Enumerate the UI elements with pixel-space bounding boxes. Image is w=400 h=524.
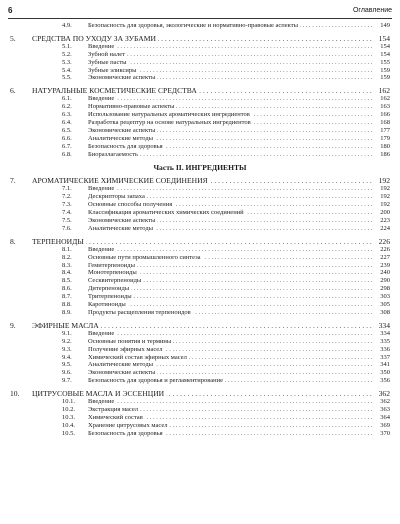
toc-entry-number: 7.3.	[62, 201, 72, 209]
toc-section-entry	[10, 262, 390, 270]
toc-entry-number: 9.7.	[62, 377, 72, 385]
toc-entry-title	[88, 119, 374, 127]
toc-section-entry	[10, 354, 390, 362]
toc-group-part-two	[10, 176, 390, 437]
toc-section-entry	[10, 369, 390, 377]
toc-section-entry	[10, 43, 390, 51]
toc-entry-page: 177	[380, 126, 390, 134]
toc-section-entry	[10, 398, 390, 406]
toc-entry-title-text: Экономические аспекты	[88, 369, 156, 377]
toc-entry-title-text: Сесквитерпеноиды	[88, 277, 142, 285]
toc-entry-title	[88, 151, 374, 159]
toc-section-entry	[10, 119, 390, 127]
page-number: 6	[8, 6, 13, 15]
toc-entry-page: 363	[380, 405, 390, 413]
part-heading: Часть II. ИНГРЕДИЕНТЫ	[153, 163, 247, 173]
toc-entry-number: 9.	[10, 320, 16, 330]
toc-entry-title-text: Тритерпеноиды	[88, 293, 132, 301]
toc-entry-number: 8.2.	[62, 253, 72, 261]
toc-entry-number: 7.	[10, 176, 16, 186]
toc-entry-title-text: Основные пути промышленного синтеза	[88, 253, 201, 261]
toc-section-entry	[10, 201, 390, 209]
toc-entry-page: 362	[378, 389, 390, 399]
toc-entry-title-text: Зубной налет	[88, 50, 125, 58]
toc-entry-page: 192	[380, 201, 390, 209]
toc-entry-title	[88, 51, 374, 59]
toc-entry-page: 159	[380, 66, 390, 74]
toc-entry-title	[32, 34, 374, 43]
toc-entry-number: 7.2.	[62, 193, 72, 201]
toc-section-entry	[10, 95, 390, 103]
toc-entry-number: 5.1.	[62, 42, 72, 50]
toc-entry-title	[88, 414, 374, 422]
toc-entry-title	[32, 321, 374, 330]
toc-entry-title-text: Монотерпеноиды	[88, 269, 137, 277]
toc-entry-title-text: Экстракция масел	[88, 405, 139, 413]
toc-entry-title-text: ТЕРПЕНОИДЫ	[32, 236, 84, 246]
toc-entry-page: 334	[378, 320, 390, 330]
toc-entry-title	[88, 277, 374, 285]
toc-entry-title-text: Химический состав эфирных масел	[88, 353, 187, 361]
page-header	[8, 4, 392, 19]
toc-section-entry	[10, 285, 390, 293]
toc-section-entry	[10, 143, 390, 151]
toc-group-part-one	[10, 22, 390, 158]
toc-entry-page: 303	[380, 293, 390, 301]
toc-entry-page: 168	[380, 119, 390, 127]
toc-entry-title-text: Химический состав	[88, 413, 143, 421]
toc-entry-number: 10.5.	[62, 429, 75, 437]
toc-entry-title-text: Введение	[88, 185, 115, 193]
toc-entry-number: 7.6.	[62, 224, 72, 232]
toc-section-entry	[10, 185, 390, 193]
toc-entry-title-text: НАТУРАЛЬНЫЕ КОСМЕТИЧЕСКИЕ СРЕДСТВА	[32, 86, 197, 96]
toc-section-entry	[10, 74, 390, 82]
toc-section-entry	[10, 338, 390, 346]
toc-entry-title-text: Аналитические методы	[88, 361, 153, 369]
toc-entry-title-text: Дитерпеноиды	[88, 285, 130, 293]
toc-section-entry	[10, 346, 390, 354]
toc-entry-number: 5.5.	[62, 74, 72, 82]
toc-entry-title-text: Введение	[88, 245, 115, 253]
toc-entry-number: 8.5.	[62, 277, 72, 285]
toc-entry-title	[88, 285, 374, 293]
toc-entry-page: 192	[380, 193, 390, 201]
toc-entry-page: 223	[380, 217, 390, 225]
toc-chapter-entry	[10, 34, 390, 43]
toc-entry-page: 162	[380, 95, 390, 103]
toc-entry-title-text: Безопасность для здоровья, экологические и нормативно-правовые аспекты	[88, 22, 298, 29]
toc-section-entry	[10, 135, 390, 143]
toc-entry-number: 7.1.	[62, 185, 72, 193]
toc-entry-title-text: Дескрипторы запаха	[88, 193, 145, 201]
toc-entry-title-text: Введение	[88, 95, 115, 103]
toc-entry-number: 6.6.	[62, 134, 72, 142]
toc-entry-title-text: Каротиноиды	[88, 301, 126, 309]
toc-entry-number: 5.3.	[62, 58, 72, 66]
toc-entry-title-text: Основные понятия и термины	[88, 337, 172, 345]
toc-entry-page: 334	[380, 329, 390, 337]
toc-entry-number: 10.	[10, 389, 20, 399]
toc-entry-page: 226	[380, 245, 390, 253]
toc-section-entry	[10, 127, 390, 135]
toc-entry-title-text: Нормативно-правовые аспекты	[88, 103, 175, 111]
toc-entry-number: 9.6.	[62, 369, 72, 377]
toc-entry-title	[32, 389, 374, 398]
toc-section-entry	[10, 217, 390, 225]
toc-entry-page: 335	[380, 337, 390, 345]
toc-entry-number: 4.9.	[62, 22, 72, 29]
toc-section-entry	[10, 151, 390, 159]
toc-section-entry	[10, 309, 390, 317]
toc-entry-title	[32, 176, 374, 185]
toc-entry-number: 10.1.	[62, 398, 75, 406]
toc-entry-title-text: Экономические аспекты	[88, 74, 156, 82]
toc-entry-number: 8.8.	[62, 301, 72, 309]
toc-section-entry	[10, 361, 390, 369]
toc-entry-number: 6.1.	[62, 95, 72, 103]
toc-entry-title-text: Разработка рецептур на основе натуральных ингредиентов	[88, 119, 251, 127]
toc-entry-title-text: Безопасность для здоровья	[88, 429, 163, 437]
toc-entry-page: 369	[380, 421, 390, 429]
toc-entry-title-text: Гемитерпеноиды	[88, 261, 135, 269]
toc-section-entry	[10, 301, 390, 309]
toc-entry-title-text: Использование натуральных ароматических ингредиентов	[88, 111, 250, 119]
toc-entry-number: 8.7.	[62, 293, 72, 301]
toc-entry-number: 6.7.	[62, 142, 72, 150]
toc-entry-title-text: Основные способы получения	[88, 201, 173, 209]
toc-entry-title	[88, 246, 374, 254]
toc-entry-number: 9.5.	[62, 361, 72, 369]
toc-entry-title	[88, 143, 374, 151]
toc-entry-number: 9.4.	[62, 353, 72, 361]
toc-entry-page: 200	[380, 209, 390, 217]
toc-entry-title-text: АРОМАТИЧЕСКИЕ ХИМИЧЕСКИЕ СОЕДИНЕНИЯ	[32, 176, 208, 186]
toc-section-entry	[10, 254, 390, 262]
toc-entry-page: 179	[380, 134, 390, 142]
toc-section-entry	[10, 422, 390, 430]
toc-entry-title	[32, 237, 374, 246]
toc-entry-title	[88, 59, 374, 67]
toc-entry-title-text: Продукты расщепления терпеноидов	[88, 308, 191, 316]
toc-entry-title	[88, 225, 374, 233]
toc-entry-number: 6.5.	[62, 126, 72, 134]
toc-entry-title	[88, 301, 374, 309]
toc-section-entry	[10, 59, 390, 67]
toc-section-entry	[10, 67, 390, 75]
toc-chapter-entry	[10, 176, 390, 185]
toc-entry-title	[88, 377, 374, 385]
toc-entry-page: 155	[380, 58, 390, 66]
toc-entry-title	[88, 346, 374, 354]
toc-entry-title-text: Введение	[88, 42, 115, 50]
toc-entry-title-text: Зубные эликсиры	[88, 66, 137, 74]
toc-entry-title	[88, 217, 374, 225]
toc-entry-title	[88, 95, 374, 103]
toc-entry-page: 166	[380, 111, 390, 119]
toc-section-entry	[10, 430, 390, 438]
toc-section-entry	[10, 193, 390, 201]
toc-entry-number: 7.5.	[62, 217, 72, 225]
toc-section-entry	[10, 103, 390, 111]
toc-chapter-entry	[10, 237, 390, 246]
toc-entry-title-text: Экономические аспекты	[88, 126, 156, 134]
toc-entry-title	[88, 262, 374, 270]
toc-entry-page: 305	[380, 301, 390, 309]
toc-entry-number: 7.4.	[62, 209, 72, 217]
toc-entry-number: 10.2.	[62, 405, 75, 413]
toc-entry-page: 226	[378, 236, 390, 246]
toc-entry-page: 362	[380, 398, 390, 406]
toc-entry-title	[88, 430, 374, 438]
toc-entry-title-text: СРЕДСТВА ПО УХОДУ ЗА ЗУБАМИ	[32, 33, 156, 43]
toc-entry-page: 186	[380, 150, 390, 158]
toc-entry-title	[88, 209, 374, 217]
toc-entry-title-text: Введение	[88, 329, 115, 337]
toc-entry-page: 336	[380, 345, 390, 353]
toc-entry-title	[88, 330, 374, 338]
toc-entry-number: 5.4.	[62, 66, 72, 74]
toc-entry-page: 298	[380, 285, 390, 293]
toc-section-entry	[10, 293, 390, 301]
toc-entry-page: 308	[380, 308, 390, 316]
toc-entry-title-text: Зубные пасты	[88, 58, 127, 66]
toc-entry-page: 290	[380, 277, 390, 285]
toc-section-entry	[10, 246, 390, 254]
toc-section-entry	[10, 414, 390, 422]
toc-entry-title-text: Классификация ароматических химических соединений	[88, 209, 244, 217]
toc-entry-title	[88, 185, 374, 193]
toc-entry-title	[88, 201, 374, 209]
toc-entry-title	[88, 43, 374, 51]
toc-entry-title-text: ЦИТРУСОВЫЕ МАСЛА И ЭССЕНЦИИ	[32, 389, 165, 399]
toc-entry-number: 5.2.	[62, 50, 72, 58]
toc-entry-page: 370	[380, 429, 390, 437]
toc-entry-page: 239	[380, 261, 390, 269]
toc-section-entry	[10, 277, 390, 285]
toc-entry-title-text: Безопасность для здоровья и регламентирование	[88, 377, 223, 385]
toc-entry-number: 6.4.	[62, 119, 72, 127]
toc-entry-title	[88, 67, 374, 75]
toc-entry-page: 224	[380, 224, 390, 232]
toc-entry-page: 154	[380, 50, 390, 58]
toc-entry-page: 192	[378, 176, 390, 186]
toc-section-entry	[10, 377, 390, 385]
toc-entry-title	[88, 293, 374, 301]
toc-section-entry	[10, 51, 390, 59]
toc-entry-page: 180	[380, 142, 390, 150]
toc-entry-number: 10.3.	[62, 413, 75, 421]
toc-entry-title-text: ЭФИРНЫЕ МАСЛА	[32, 320, 99, 330]
toc-entry-number: 9.1.	[62, 329, 72, 337]
toc-entry-title	[32, 86, 374, 95]
toc-entry-title	[88, 254, 374, 262]
toc-entry-page: 350	[380, 369, 390, 377]
table-of-contents	[10, 22, 390, 438]
toc-chapter-entry	[10, 389, 390, 398]
toc-entry-title-text: Аналитические методы	[88, 224, 153, 232]
toc-entry-page: 163	[380, 103, 390, 111]
toc-entry-page: 227	[380, 253, 390, 261]
toc-entry-title	[88, 398, 374, 406]
toc-entry-title-text: Получение эфирных масел	[88, 345, 163, 353]
toc-section-entry	[10, 22, 390, 30]
toc-entry-number: 9.3.	[62, 345, 72, 353]
toc-entry-title	[88, 406, 374, 414]
toc-entry-title-text: Безопасность для здоровья	[88, 142, 163, 150]
toc-entry-page: 149	[380, 22, 390, 29]
toc-entry-title-text: Хранение цитрусовых масел	[88, 421, 168, 429]
toc-entry-title	[88, 361, 374, 369]
toc-entry-page: 337	[380, 353, 390, 361]
toc-entry-page: 192	[380, 185, 390, 193]
toc-entry-number: 8.4.	[62, 269, 72, 277]
toc-entry-number: 5.	[10, 33, 16, 43]
toc-entry-title-text: Аналитические методы	[88, 134, 153, 142]
toc-section-entry	[10, 406, 390, 414]
toc-entry-title	[88, 74, 374, 82]
toc-entry-title-text: Введение	[88, 398, 115, 406]
toc-section-entry	[10, 269, 390, 277]
toc-entry-page: 159	[380, 74, 390, 82]
toc-entry-title	[88, 127, 374, 135]
toc-section-entry	[10, 330, 390, 338]
toc-entry-title	[88, 22, 374, 30]
toc-entry-title	[88, 309, 374, 317]
toc-entry-page: 356	[380, 377, 390, 385]
toc-entry-number: 6.2.	[62, 103, 72, 111]
toc-entry-title-text: Биоразлагаемость	[88, 150, 138, 158]
toc-entry-number: 8.1.	[62, 245, 72, 253]
toc-entry-title	[88, 111, 374, 119]
toc-section-entry	[10, 111, 390, 119]
running-title: Оглавление	[352, 7, 392, 14]
toc-entry-title	[88, 135, 374, 143]
toc-entry-number: 10.4.	[62, 421, 75, 429]
toc-entry-number: 8.	[10, 236, 16, 246]
toc-section-entry	[10, 209, 390, 217]
toc-entry-number: 6.8.	[62, 150, 72, 158]
toc-entry-number: 6.	[10, 86, 16, 96]
toc-entry-number: 6.3.	[62, 111, 72, 119]
toc-entry-title-text: Экономические аспекты	[88, 217, 156, 225]
toc-entry-page: 162	[378, 86, 390, 96]
toc-entry-title	[88, 369, 374, 377]
toc-entry-number: 8.6.	[62, 285, 72, 293]
toc-entry-title	[88, 354, 374, 362]
toc-entry-number: 8.3.	[62, 261, 72, 269]
toc-entry-number: 8.9.	[62, 308, 72, 316]
toc-entry-page: 341	[380, 361, 390, 369]
toc-entry-title	[88, 193, 374, 201]
toc-chapter-entry	[10, 86, 390, 95]
toc-entry-page: 154	[380, 42, 390, 50]
toc-entry-title	[88, 103, 374, 111]
toc-entry-page: 240	[380, 269, 390, 277]
toc-entry-number: 9.2.	[62, 337, 72, 345]
toc-chapter-entry	[10, 321, 390, 330]
toc-entry-title	[88, 269, 374, 277]
toc-entry-page: 154	[378, 33, 390, 43]
toc-entry-page: 364	[380, 413, 390, 421]
toc-section-entry	[10, 225, 390, 233]
toc-entry-title	[88, 338, 374, 346]
toc-entry-title	[88, 422, 374, 430]
